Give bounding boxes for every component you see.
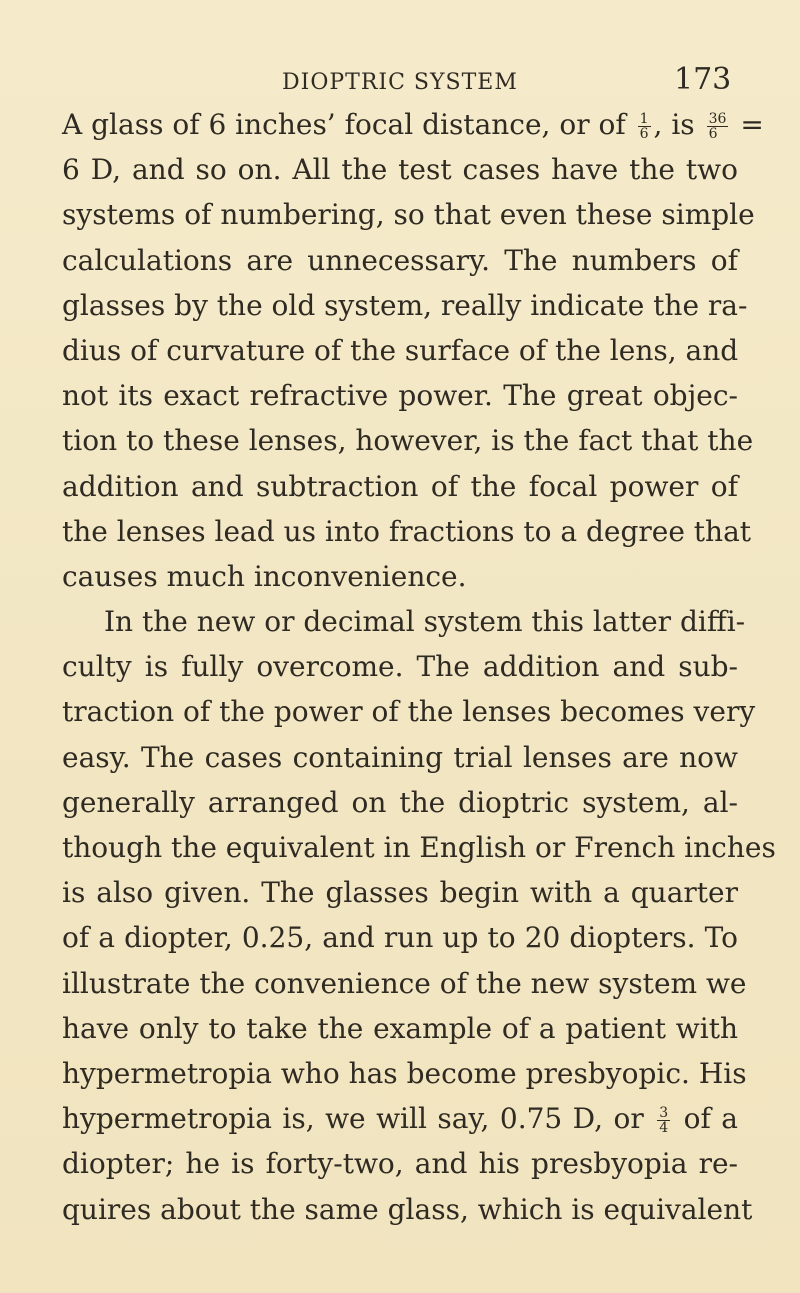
fraction-numerator: 36 — [708, 111, 727, 127]
text-fragment: A glass of 6 inches’ focal distance, or of — [62, 108, 626, 141]
text-line: calculations are unnecessary. The numbers of — [62, 243, 738, 277]
text-line: traction of the power of the lenses becomes very — [62, 695, 756, 729]
text-line: quires about the same glass, which is equivalent — [62, 1192, 753, 1226]
running-head-title: DIOPTRIC SYSTEM — [282, 70, 518, 95]
text-line: causes much inconvenience. — [62, 559, 467, 593]
fraction-denominator: 4 — [659, 1120, 669, 1137]
text-line: 6 D, and so on. All the test cases have the two — [62, 153, 738, 187]
text-line: culty is fully overcome. The addition and sub- — [62, 650, 738, 684]
text-line — [62, 1096, 738, 1141]
text-line: systems of numbering, so that even these simple — [62, 198, 755, 232]
fraction-denominator: 6 — [708, 126, 718, 142]
text-fragment: of a — [683, 1102, 738, 1136]
fraction-three-quarters — [657, 1106, 670, 1135]
running-head — [0, 56, 800, 106]
text-line: have only to take the example of a patient with — [62, 1011, 738, 1045]
body-text — [62, 102, 776, 1232]
text-line: diopter; he is forty-two, and his presbyopia re- — [62, 1147, 738, 1181]
text-line: illustrate the convenience of the new system we — [62, 966, 747, 1000]
text-line: In the new or decimal system this latter diffi- — [104, 605, 746, 639]
text-line: is also given. The glasses begin with a quarter — [62, 876, 738, 910]
text-line: though the equivalent in English or French inches — [62, 831, 776, 864]
text-line: addition and subtraction of the focal power of — [62, 469, 738, 503]
page-number: 173 — [674, 62, 732, 97]
text-line: tion to these lenses, however, is the fact that the — [62, 424, 754, 458]
text-line: not its exact refractive power. The great objec- — [62, 379, 738, 413]
fraction-numerator: 1 — [639, 111, 649, 127]
fraction-one-sixth — [638, 112, 651, 141]
text-line — [62, 102, 764, 147]
fraction-numerator: 3 — [659, 1105, 669, 1122]
text-line: hypermetropia who has become presbyopic. His — [62, 1056, 747, 1090]
fraction-denominator: 6 — [639, 126, 649, 142]
text-fragment: = — [740, 108, 764, 141]
text-line: easy. The cases containing trial lenses are now — [62, 740, 738, 774]
text-line: the lenses lead us into fractions to a degree that — [62, 514, 752, 548]
fraction-thirty-six-sixths — [707, 112, 729, 141]
text-line: dius of curvature of the surface of the lens, and — [62, 333, 739, 367]
text-fragment: hypermetropia is, we will say, 0.75 D, or — [62, 1102, 644, 1136]
text-fragment: , is — [653, 108, 695, 141]
text-line: generally arranged on the dioptric system, al- — [62, 785, 738, 819]
text-line: of a diopter, 0.25, and run up to 20 diopters. To — [62, 921, 738, 955]
text-line: glasses by the old system, really indicate the ra- — [62, 288, 748, 322]
